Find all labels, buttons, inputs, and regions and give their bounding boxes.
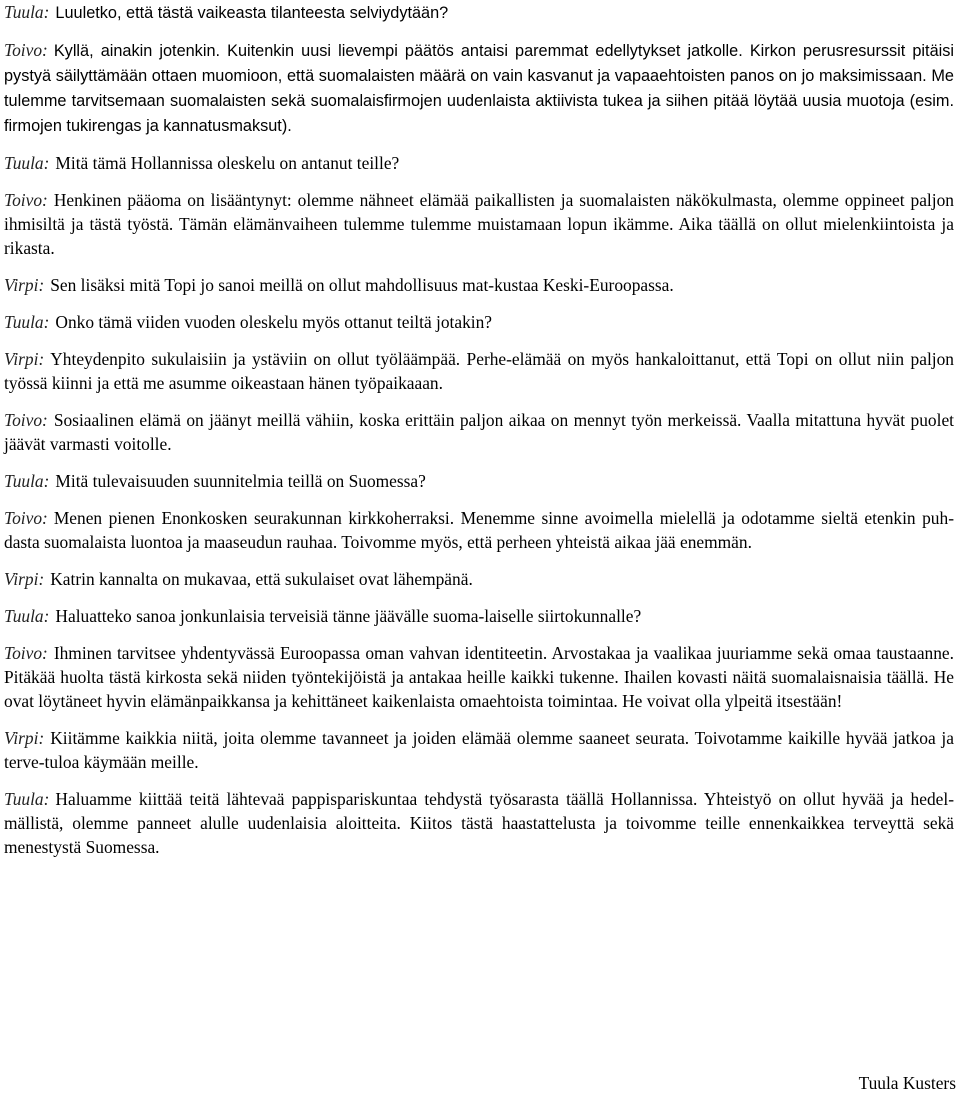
interview-paragraph xyxy=(4,408,954,456)
interview-paragraph xyxy=(4,188,954,260)
interview-paragraph xyxy=(4,38,954,138)
interview-paragraph xyxy=(4,469,954,493)
interview-paragraph xyxy=(4,641,954,713)
paragraph-text: Mitä tämä Hollannissa oleskelu on antanut teille? xyxy=(55,153,400,173)
paragraph-text: Kyllä, ainakin jotenkin. Kuitenkin uusi lievempi päätös antaisi paremmat edellytykset jatkolle. Kirkon perusresurssit pitäisi pystyä säilyttämään ottaen muomioon, että suomalaisten määrä on vain kasvanut ja vapaaehtoisten panos on jo maksimissaan. Me tulemme tarvitsemaan suomalaisten sekä suomalaisfirmojen uudenlaista aktiivista tukea ja siihen pitää löytää uusia muotoja (esim. firmojen tukirengas ja kannatusmaksut). xyxy=(4,42,954,135)
paragraph-text: Kiitämme kaikkia niitä, joita olemme tavanneet ja joiden elämää olemme saaneet seurata. Toivotamme kaikille hyvää jatkoa ja terve-tuloa käymään meille. xyxy=(4,728,954,772)
interview-paragraph xyxy=(4,506,954,554)
paragraph-text: Sosiaalinen elämä on jäänyt meillä vähiin, koska erittäin paljon aikaa on mennyt työn merkeissä. Vaalla mitattuna hyvät puolet jäävät varmasti voitolle. xyxy=(4,410,954,454)
speaker-label: Toivo: xyxy=(4,508,48,528)
paragraph-text: Haluamme kiittää teitä lähtevaä pappispariskuntaa tehdystä työsarasta täällä Hollannissa. Yhteistyö on ollut hyvää ja hedel-mällistä, olemme panneet alulle uudenlaisia aloitteita. Kiitos tästä haastattelusta ja toivomme teille ennenkaikkea terveyttä sekä menestystä Suomessa. xyxy=(4,789,954,857)
paragraph-text: Yhteydenpito sukulaisiin ja ystäviin on ollut työläämpää. Perhe-elämää on myös hankaloittanut, että Topi on ollut niin paljon työssä kiinni ja että me asumme oikeastaan hänen työpaikaaan. xyxy=(4,349,954,393)
speaker-label: Tuula: xyxy=(4,606,50,626)
speaker-label: Virpi: xyxy=(4,275,45,295)
paragraph-text: Onko tämä viiden vuoden oleskelu myös ottanut teiltä jotakin? xyxy=(55,312,493,332)
speaker-label: Virpi: xyxy=(4,349,45,369)
interview-paragraph xyxy=(4,273,954,297)
speaker-label: Toivo: xyxy=(4,410,48,430)
interview-paragraph xyxy=(4,310,954,334)
speaker-label: Tuula: xyxy=(4,312,50,332)
speaker-label: Toivo: xyxy=(4,190,48,210)
interview-paragraph xyxy=(4,347,954,395)
speaker-label: Virpi: xyxy=(4,728,45,748)
paragraph-text: Luuletko, että tästä vaikeasta tilanteesta selviydytään? xyxy=(55,4,449,22)
paragraph-text: Haluatteko sanoa jonkunlaisia terveisiä tänne jäävälle suoma-laiselle siirtokunnalle? xyxy=(55,606,642,626)
interview-paragraph xyxy=(4,726,954,774)
interview-document xyxy=(4,0,954,872)
paragraph-text: Sen lisäksi mitä Topi jo sanoi meillä on ollut mahdollisuus mat-kustaa Keski-Euroopassa. xyxy=(50,275,674,295)
speaker-label: Tuula: xyxy=(4,153,50,173)
speaker-label: Tuula: xyxy=(4,471,50,491)
paragraph-text: Menen pienen Enonkosken seurakunnan kirkkoherraksi. Menemme sinne avoimella mielellä ja odotamme sieltä etenkin puh-dasta suomalaista luontoa ja maaseudun rauhaa. Toivomme myös, että perheen yhteistä aikaa jää enemmän. xyxy=(4,508,954,552)
interview-paragraph xyxy=(4,604,954,628)
speaker-label: Toivo: xyxy=(4,643,48,663)
interview-paragraph xyxy=(4,787,954,859)
interview-paragraph xyxy=(4,567,954,591)
speaker-label: Virpi: xyxy=(4,569,45,589)
interview-paragraph xyxy=(4,151,954,175)
paragraph-text: Katrin kannalta on mukavaa, että sukulaiset ovat lähempänä. xyxy=(50,569,473,589)
author-signature: Tuula Kusters xyxy=(858,1073,956,1093)
interview-paragraph xyxy=(4,0,954,25)
speaker-label: Tuula: xyxy=(4,2,50,22)
paragraph-text: Ihminen tarvitsee yhdentyvässä Euroopassa oman vahvan identiteetin. Arvostakaa ja vaalikaa juuriamme sekä omaa taustaanne. Pitäkää huolta tästä kirkosta sekä niiden työntekijöistä ja antakaa heille kaikki tukenne. Ihailen kovasti näitä suomalaisnaisia täällä. He ovat löytäneet hyvin elämänpaikkansa ja kehittäneet kaikenlaista omaehtoista toimintaa. He voivat olla ylpeitä itsestään! xyxy=(4,643,954,711)
speaker-label: Tuula: xyxy=(4,789,50,809)
speaker-label: Toivo: xyxy=(4,40,48,60)
paragraph-text: Henkinen pääoma on lisääntynyt: olemme nähneet elämää paikallisten ja suomalaisten näkökulmasta, olemme oppineet paljon ihmisiltä ja tästä työstä. Tämän elämänvaiheen tulemme tulemme muistamaan lopun ikämme. Aika täällä on ollut mielenkiintoista ja rikasta. xyxy=(4,190,954,258)
paragraph-text: Mitä tulevaisuuden suunnitelmia teillä on Suomessa? xyxy=(55,471,426,491)
